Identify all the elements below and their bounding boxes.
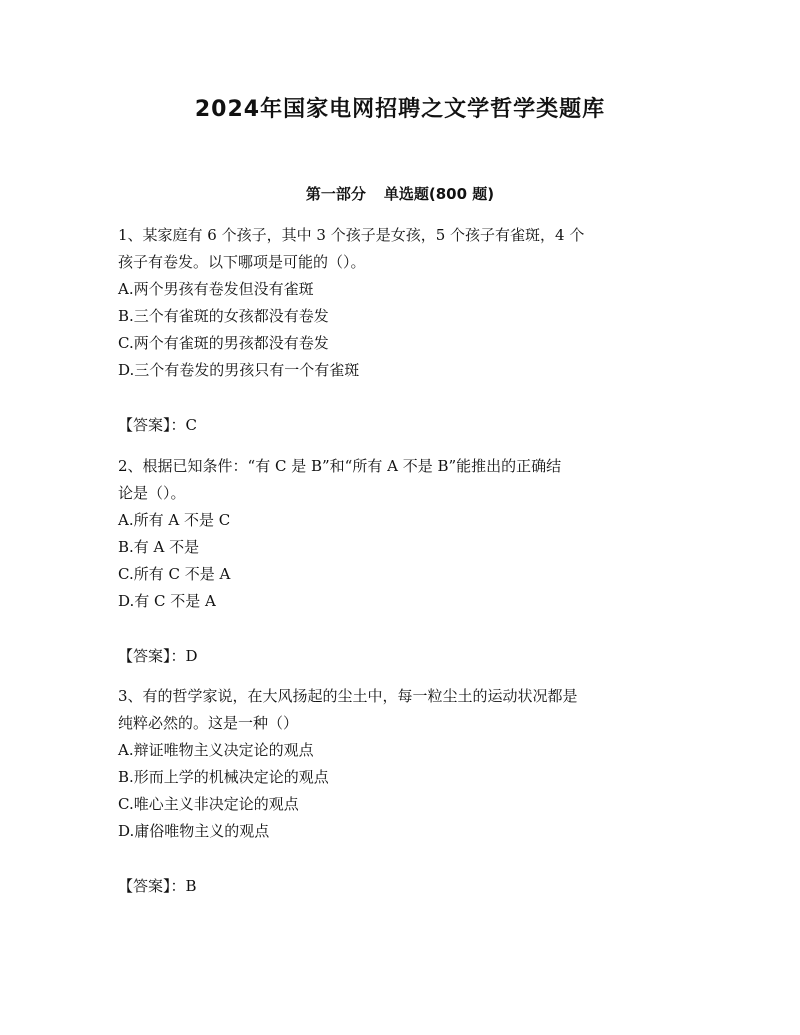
option-d: D.庸俗唯物主义的观点 (118, 822, 270, 840)
question-3 (118, 683, 688, 845)
section-heading (0, 183, 800, 204)
section-part: 第一部分 (305, 185, 366, 203)
answer-1 (118, 412, 197, 439)
answer-label: 【答案】： (118, 416, 186, 434)
question-1 (118, 222, 688, 384)
document-title: 2024年国家电网招聘之文学哲学类题库 (194, 97, 606, 122)
option-d: D.有 C 不是 A (118, 592, 216, 610)
answer-label: 【答案】： (118, 647, 186, 665)
question-stem-line: 论是（）。 (118, 484, 186, 502)
question-stem-line: 孩子有卷发。以下哪项是可能的（）。 (118, 253, 366, 271)
option-d: D.三个有卷发的男孩只有一个有雀斑 (118, 361, 360, 379)
option-c: C.两个有雀斑的男孩都没有卷发 (118, 334, 329, 352)
question-2 (118, 453, 688, 615)
answer-3 (118, 873, 197, 900)
section-name: 单选题(800 题) (383, 185, 495, 203)
answer-value: D (185, 647, 198, 665)
option-b: B.形而上学的机械决定论的观点 (118, 768, 329, 786)
option-a: A.辩证唯物主义决定论的观点 (118, 741, 314, 759)
option-c: C.唯心主义非决定论的观点 (118, 795, 299, 813)
option-b: B.三个有雀斑的女孩都没有卷发 (118, 307, 329, 325)
question-stem-line: 1、某家庭有 6 个孩子，其中 3 个孩子是女孩，5 个孩子有雀斑，4 个 (118, 226, 585, 244)
option-b: B.有 A 不是 (118, 538, 200, 556)
option-a: A.两个男孩有卷发但没有雀斑 (118, 280, 314, 298)
answer-2 (118, 643, 198, 670)
option-c: C.所有 C 不是 A (118, 565, 231, 583)
answer-label: 【答案】： (118, 877, 186, 895)
option-a: A.所有 A 不是 C (118, 511, 231, 529)
question-stem-line: 纯粹必然的。这是一种（） (118, 714, 299, 732)
question-stem-line: 3、有的哲学家说，在大风扬起的尘土中，每一粒尘土的运动状况都是 (118, 687, 578, 705)
question-stem-line: 2、根据已知条件：“有 C 是 B”和“所有 A 不是 B”能推出的正确结 (118, 457, 562, 475)
answer-value: C (185, 416, 197, 434)
answer-value: B (185, 877, 197, 895)
